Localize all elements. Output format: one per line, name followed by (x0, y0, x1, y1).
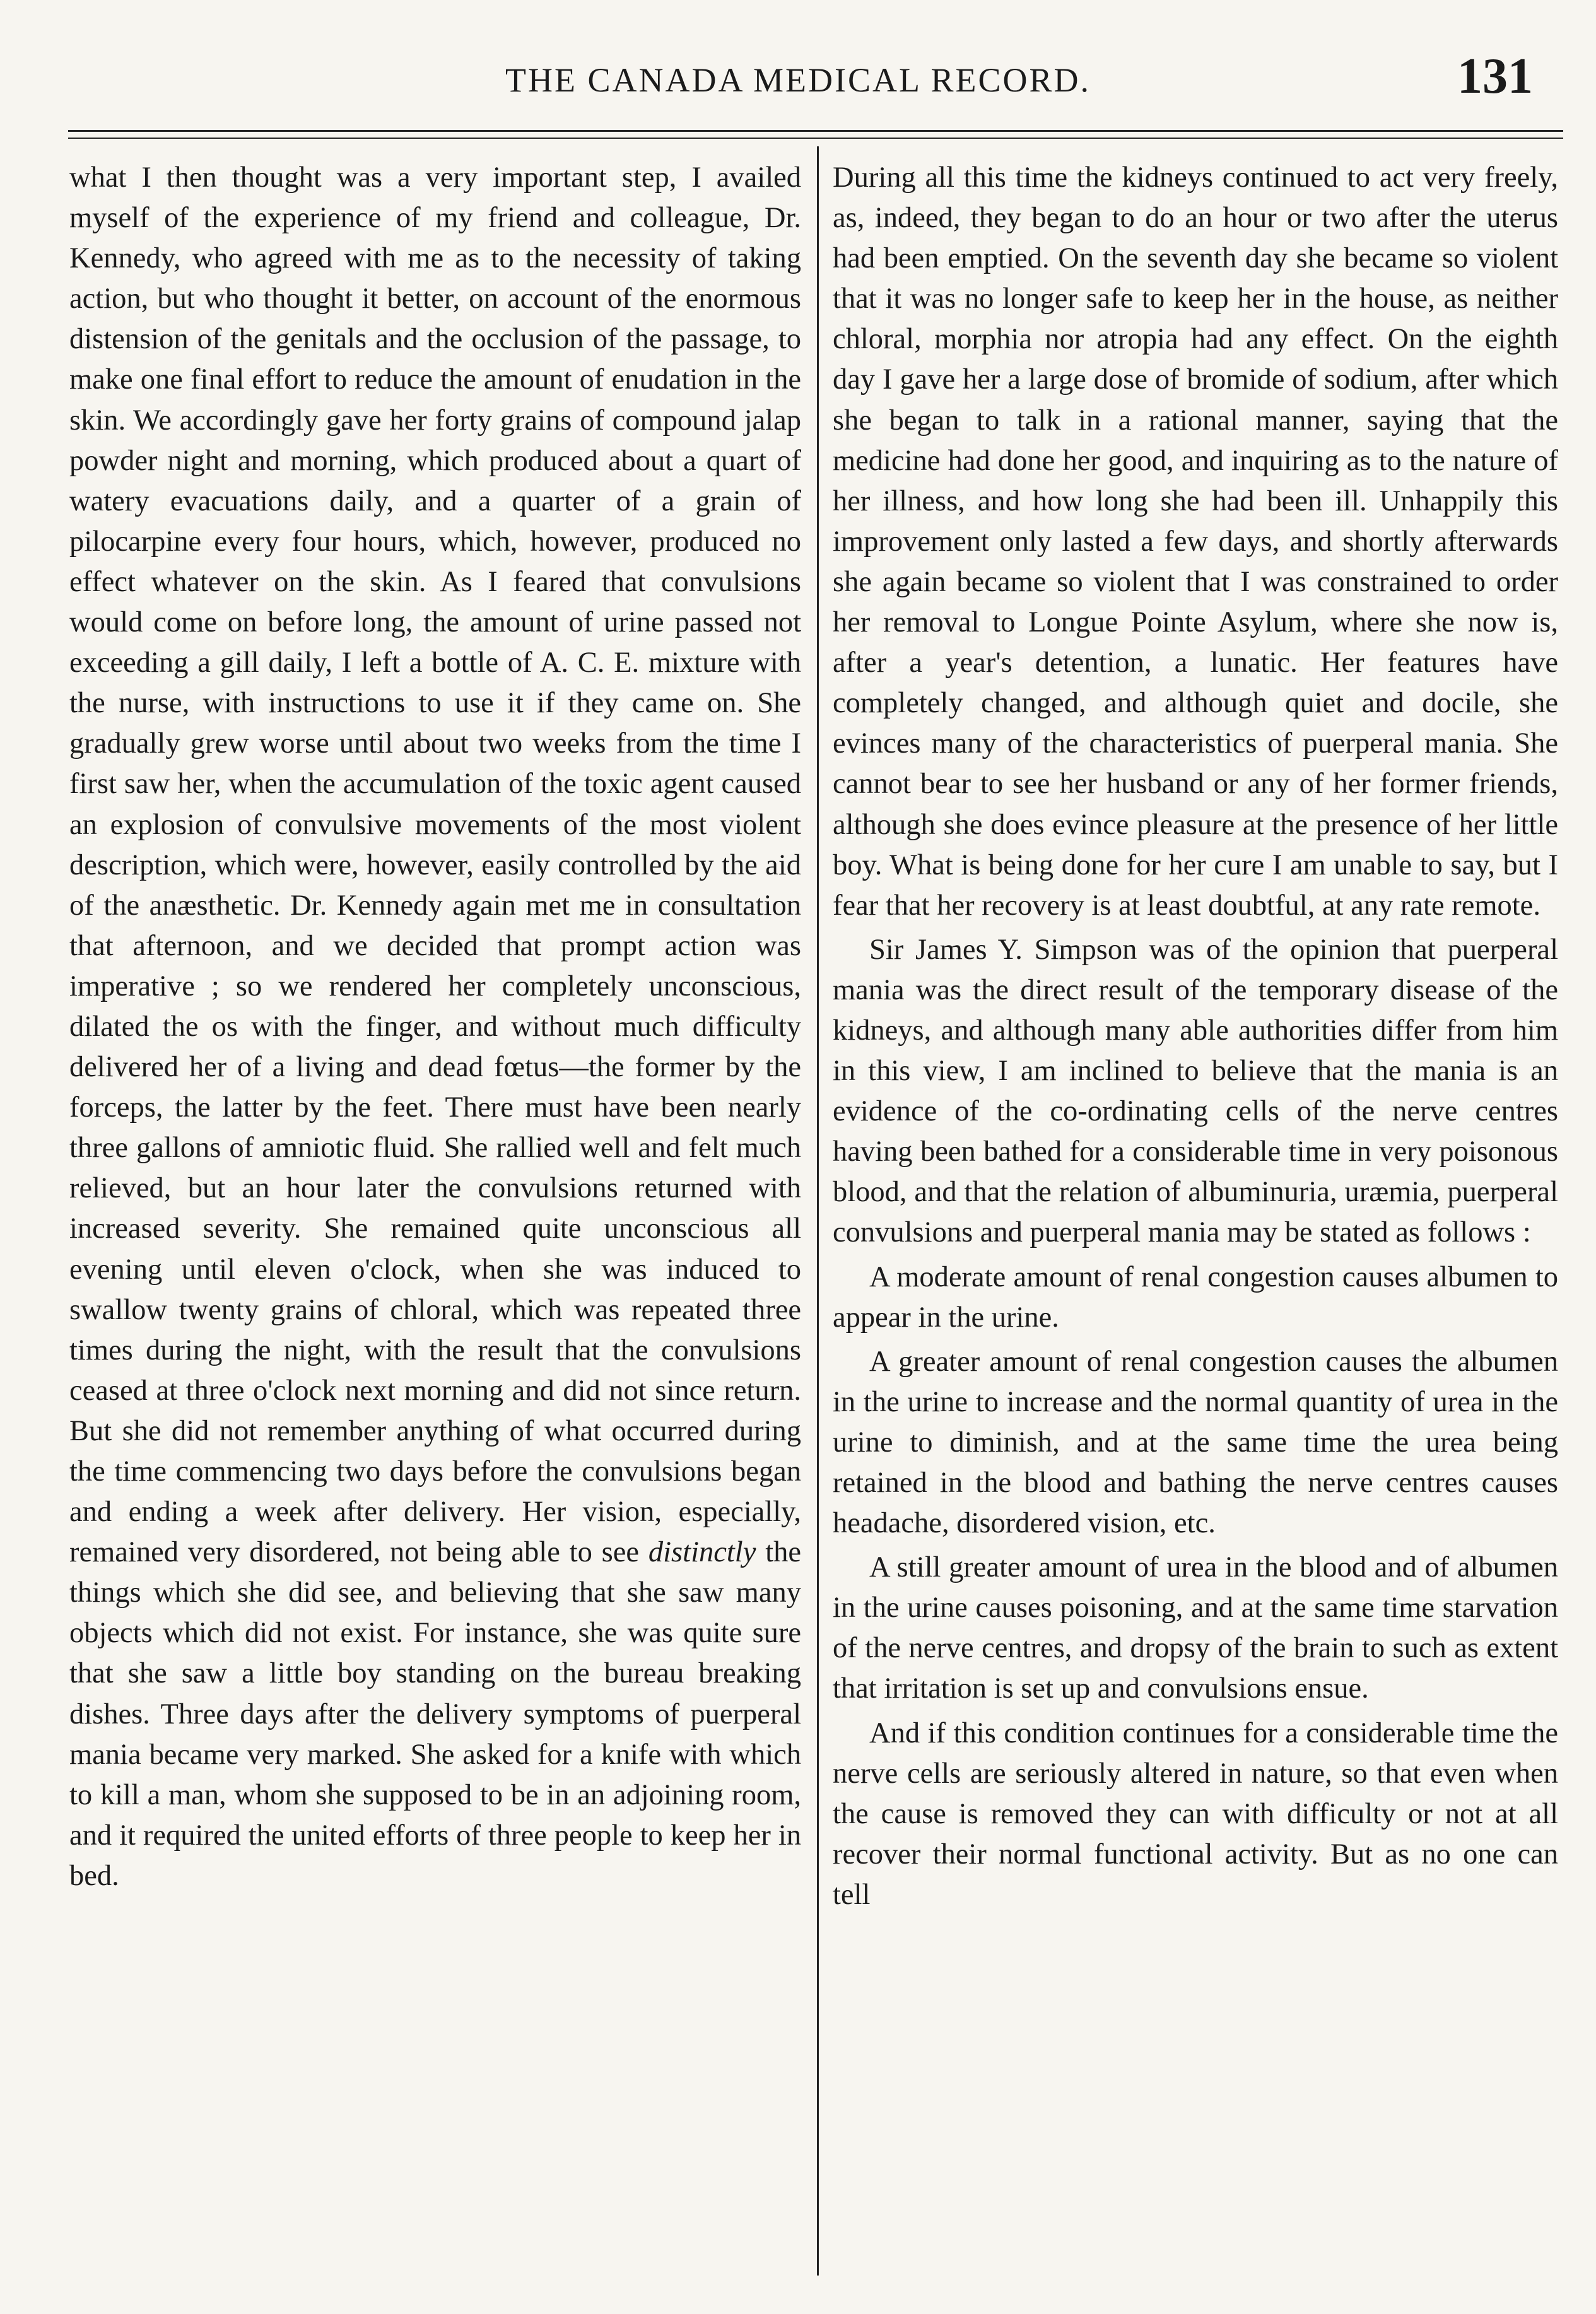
paragraph-text: the things which she did see, and believing that she saw many objects which did not exist. For instance, she was quite sure that she saw a little boy standing on the bureau breaking dishes. Three days after the delivery symptoms of puerperal mania became very marked. She asked for a knife with which to kill a man, whom she supposed to be in an adjoining room, and it required the united efforts of three people to keep her in bed. (69, 1536, 802, 1892)
paragraph: A still greater amount of urea in the blood and of albumen in the urine causes poisoning, and at the same time starvation of the nerve centres, and dropsy of the brain to such as extent that irritation is set up and convulsions ensue. (833, 1551, 1558, 1705)
header-rule-thin (68, 138, 1563, 139)
header-rule (68, 130, 1563, 132)
page-number: 131 (1457, 49, 1533, 104)
right-column (833, 158, 1558, 1915)
paragraph: During all this time the kidneys continued to act very freely, as, indeed, they began to do an hour or two after the uterus had been emptied. On the seventh day she became so violent that it was no longer safe to keep her in the house, as neither chloral, morphia nor atropia had any effect. On the eighth day I gave her a large dose of bromide of sodium, after which she began to talk in a rational manner, saying that the medicine had done her good, and inquiring as to the nature of her illness, and how long she had been ill. Unhappily this improvement only lasted a few days, and shortly afterwards she again became so violent that I was constrained to order her removal to Longue Pointe Asylum, where she now is, after a year's detention, a lunatic. Her features have completely changed, and although quiet and docile, she evinces many of the characteristics of puerperal mania. She cannot bear to see her husband or any of her former friends, although she does evince pleasure at the presence of her little boy. What is being done for her cure I am unable to say, but I fear that her recovery is at least doubtful, at any rate remote. (833, 162, 1558, 922)
page-header (0, 44, 1596, 120)
paragraph: A greater amount of renal congestion causes the albumen in the urine to increase and the normal quantity of urea in the urine to diminish, and at the same time the urea being retained in the blood and bathing the nerve centres causes headache, disordered vision, etc. (833, 1345, 1558, 1540)
paragraph: Sir James Y. Simpson was of the opinion that puerperal mania was the direct result of the temporary disease of the kidneys, and although many able authorities differ from him in this view, I am inclined to believe that the mania is an evidence of the co-ordinating cells of the nerve centres having been bathed for a considerable time in very poisonous blood, and that the relation of albuminuria, uræmia, puerperal convulsions and puerperal mania may be stated as follows : (833, 933, 1558, 1249)
column-divider (817, 146, 819, 2276)
left-column (69, 158, 801, 1896)
paragraph (69, 158, 801, 1896)
paragraph: A moderate amount of renal congestion causes albumen to appear in the urine. (833, 1260, 1558, 1334)
running-head: THE CANADA MEDICAL RECORD. (505, 61, 1091, 99)
paragraph: And if this condition continues for a considerable time the nerve cells are seriously altered in nature, so that even when the cause is removed they can with difficulty or not at all recover their normal functional activity. But as no one can tell (833, 1717, 1558, 1911)
emphasized-word: distinctly (648, 1536, 756, 1569)
paragraph-text: what I then thought was a very important step, I availed myself of the experience of my friend and colleague, Dr. Kennedy, who agreed with me as to the necessity of taking action, but who thought it better, on account of the enormous distension of the genitals and the occlusion of the passage, to make one final effort to reduce the amount of enudation in the skin. We accordingly gave her forty grains of compound jalap powder night and morning, which produced about a quart of watery evacuations daily, and a quarter of a grain of pilocarpine every four hours, which, however, produced no effect whatever on the skin. As I feared that convulsions would come on before long, the amount of urine passed not exceeding a gill daily, I left a bottle of A. C. E. mixture with the nurse, with instructions to use it if they came on. She gradually grew worse until about two weeks from the time I first saw her, when the accumulation of the toxic agent caused an explosion of convulsive movements of the most violent description, which were, however, easily controlled by the aid of the anæsthetic. Dr. Kennedy again met me in consultation that afternoon, and we decided that prompt action was imperative ; so we rendered her completely unconscious, dilated the os with the finger, and without much difficulty delivered her of a living and dead fœtus—the former by the forceps, the latter by the feet. There must have been nearly three gallons of amniotic fluid. She rallied well and felt much relieved, but an hour later the convulsions returned with increased severity. She remained quite unconscious all evening until eleven o'clock, when she was induced to swallow twenty grains of chloral, which was repeated three times during the night, with the result that the convulsions ceased at three o'clock next morning and did not since return. But she did not remember anything of what occurred during the time commencing two days before the convulsions began and ending a week after delivery. Her vision, especially, remained very disordered, not being able to see (69, 162, 801, 1569)
